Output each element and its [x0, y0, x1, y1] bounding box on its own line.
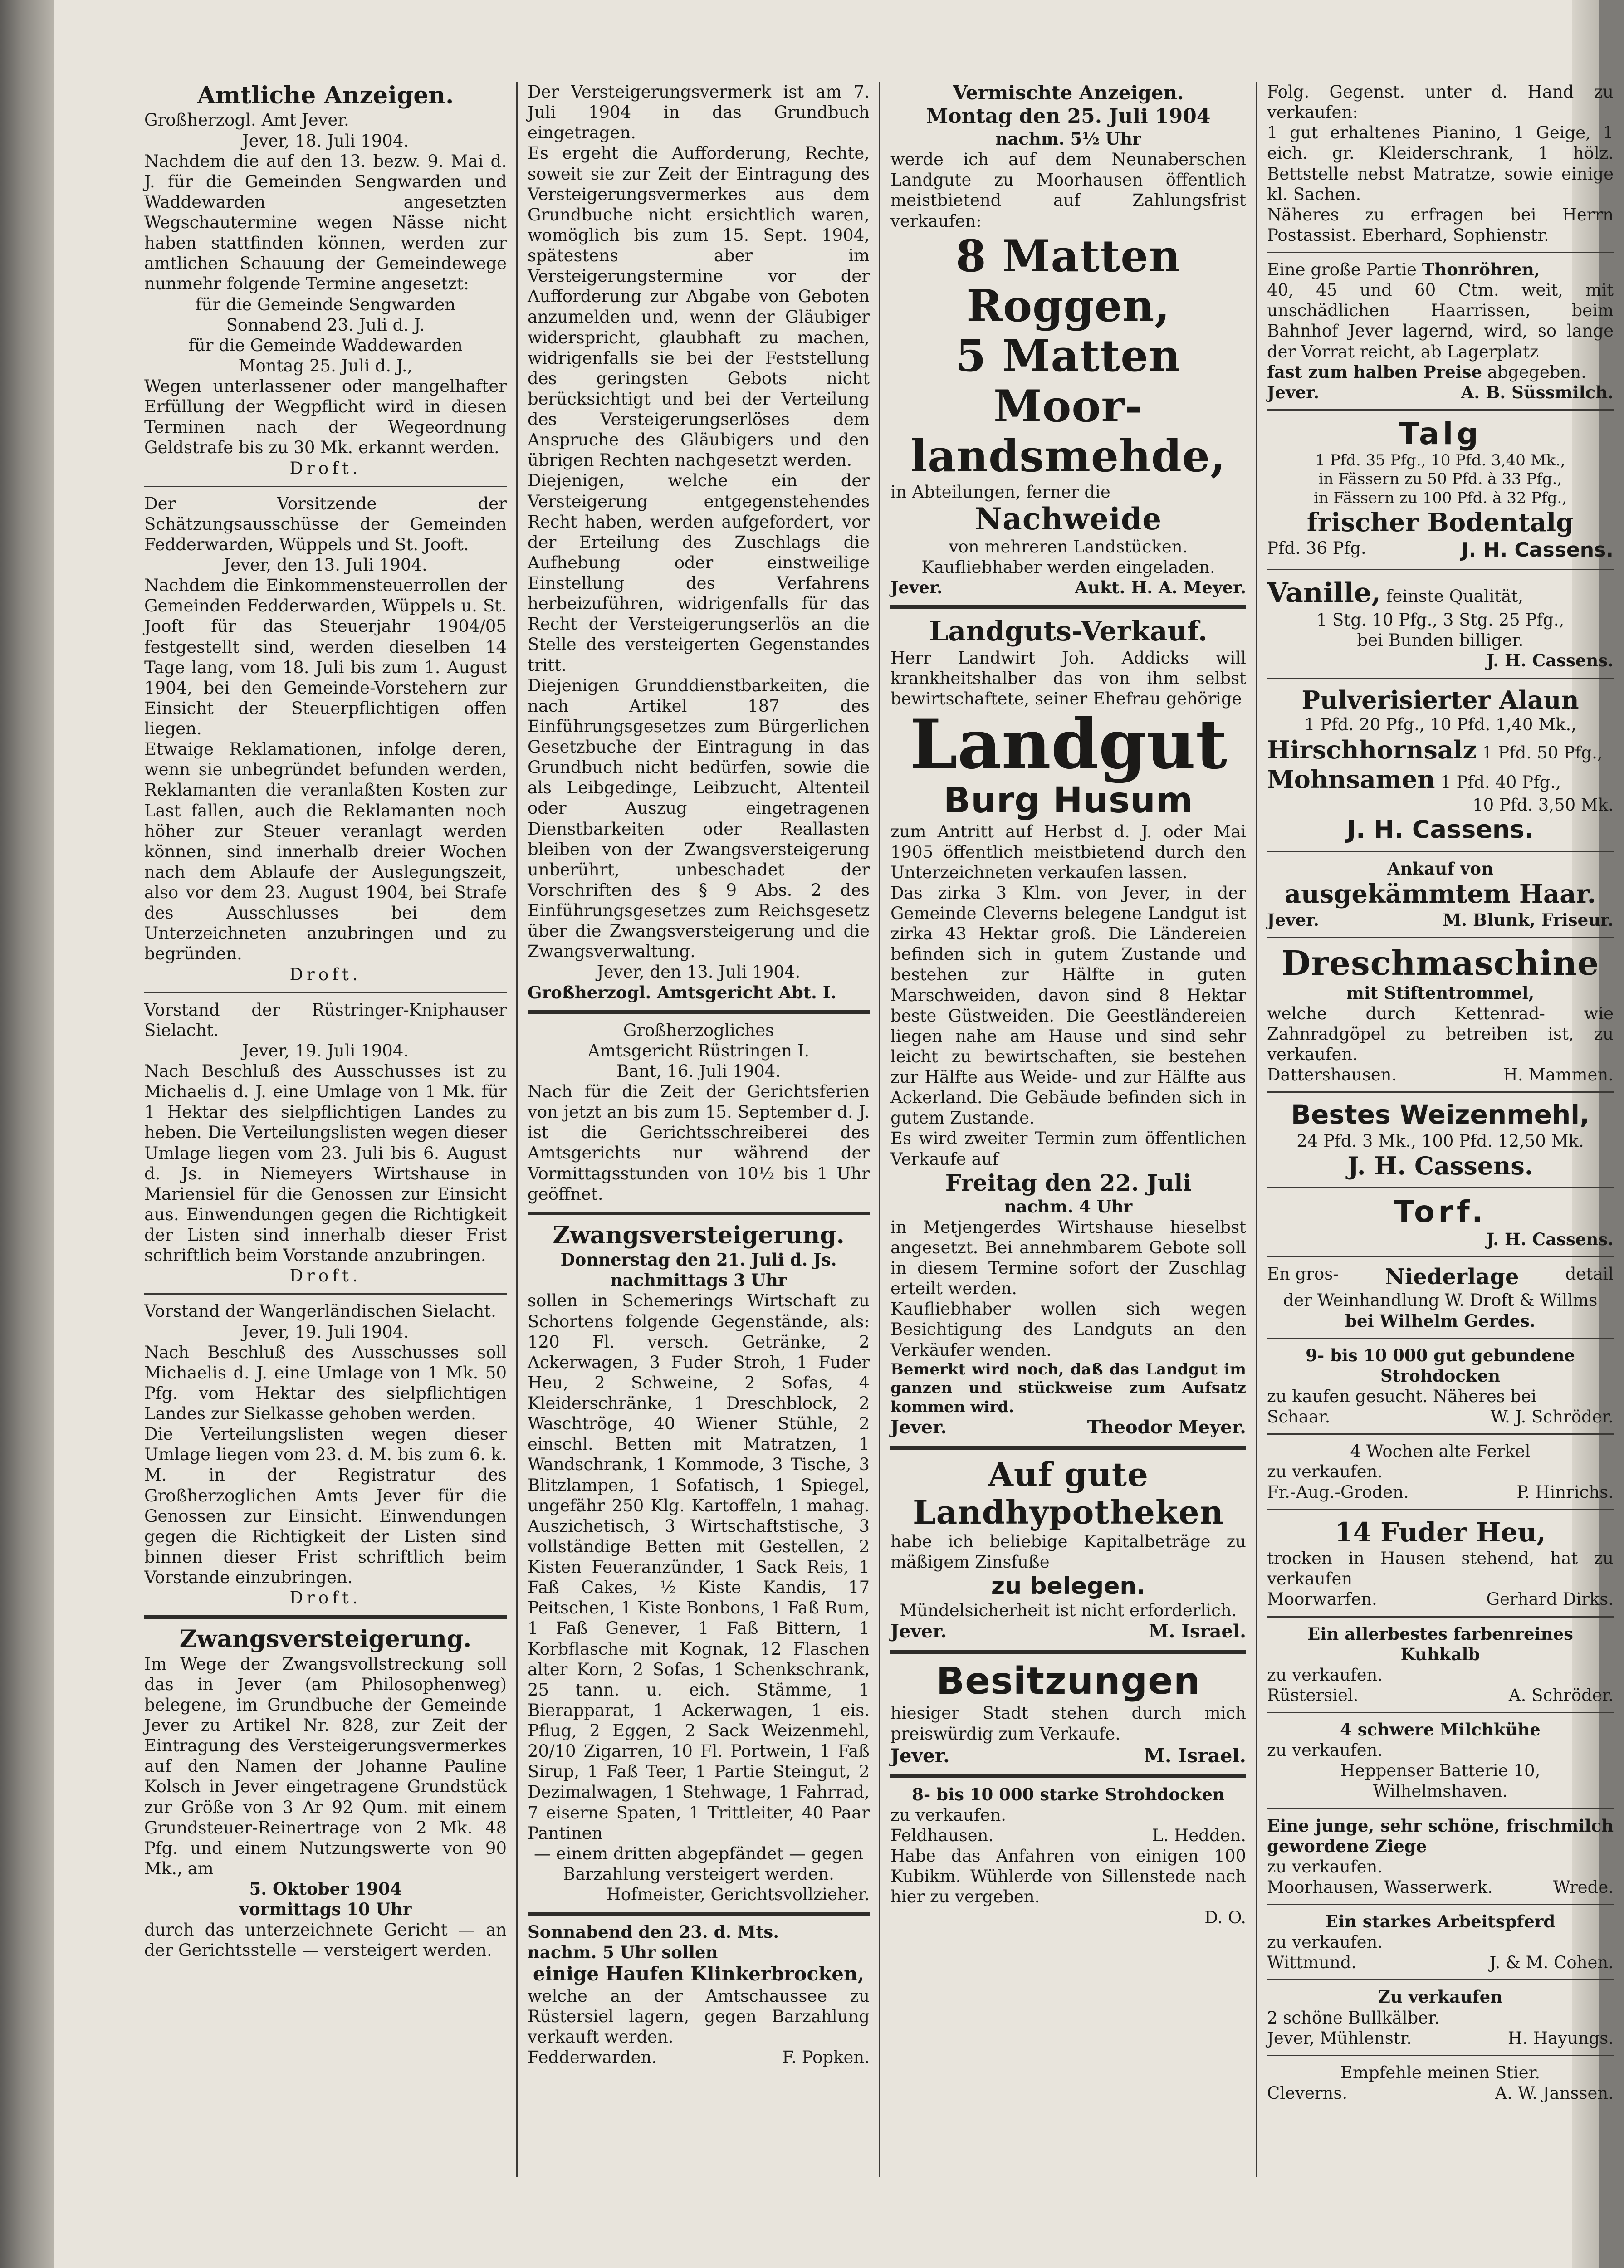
ad-intro: Ankauf von	[1387, 859, 1493, 879]
dateline: Jever, 19. Juli 1904.	[242, 1041, 409, 1061]
auction-date: 5. Oktober 1904	[249, 1879, 402, 1899]
ad-body: Es wird zweiter Termin zum öffentlichen Verkaufe auf	[890, 1129, 1246, 1169]
ad-body: zu verkaufen.	[890, 1805, 1007, 1825]
signature-name: W. J. Schröder.	[1490, 1407, 1614, 1427]
column-rule	[879, 82, 880, 2177]
ad-heading: 14 Fuder Heu,	[1335, 1516, 1546, 1548]
signature-row	[1267, 2083, 1614, 2103]
signature-name: A. W. Janssen.	[1495, 2083, 1614, 2103]
divider	[890, 605, 1246, 609]
signature: Großherzogl. Amtsgericht Abt. I.	[528, 982, 836, 1002]
price-line: 1 Pfd. 35 Pfg., 10 Pfd. 3,40 Mk.,	[1315, 451, 1565, 469]
dateline: Jever, den 13. Juli 1904.	[597, 962, 801, 982]
ad-body: bei Wilhelm Gerdes.	[1345, 1310, 1536, 1331]
ad-body: Mündelsicherheit ist nicht erforderlich.	[900, 1601, 1237, 1621]
notice-body: Es ergeht die Aufforderung, Rechte, soweit sie zur Zeit der Eintragung des Versteigerungsvermerkes aus dem Grundbuche nicht ersichtlich waren, womöglich bis zum 15. Sept. 1904, spätestens aber im Versteigerungstermine vor der Aufforderung zur Abgabe von Geboten anzumelden und, wenn der Gläubiger widerspricht, glaubhaft zu machen, widrigenfalls sie bei der Feststellung des geringsten Gebots nicht berücksichtigt und bei der Verteilung des Versteigerungserlöses dem Anspruche des Gläubigers und den übrigen Rechten nachgesetzt werden.	[528, 143, 870, 470]
ad-body: in Metjengerdes Wirtshause hieselbst angesetzt. Bei annehmbarem Gebote soll in diesem Termine sofort der Zuschlag erteilt werden.	[890, 1217, 1246, 1299]
authority: Großherzogliches	[623, 1020, 774, 1040]
signature-place: Cleverns.	[1267, 2083, 1348, 2103]
ad-body: zu kaufen gesucht. Näheres bei	[1267, 1386, 1536, 1406]
scan-edge	[0, 0, 54, 2268]
notice-body: Nach Beschluß des Ausschusses soll Michaelis d. J. eine Umlage von 1 Mk. 50 Pfg. vom Hektar des sielpflichtigen Landes zur Sielkasse gehoben werden.	[144, 1342, 507, 1424]
ad-body: in Abteilungen, ferner die	[890, 482, 1110, 502]
ad-niederlage	[1267, 1264, 1614, 1331]
divider	[144, 486, 507, 487]
ad-body: zu verkaufen.	[1267, 1932, 1383, 1952]
ad-pianino	[1267, 82, 1614, 245]
notice-klinkerbrocken	[528, 1922, 870, 2068]
divider	[1267, 1433, 1614, 1435]
newspaper-page	[54, 0, 1614, 2268]
signature-row	[1267, 1952, 1614, 1973]
ad-body	[1267, 259, 1614, 280]
notice-body: Wegen unterlassener oder mangelhafter Erfüllung der Wegpflicht wird in diesen Terminen nach der Wegeordnung Geldstrafe bis zu 30 Mk. erkannt werden.	[144, 376, 507, 458]
auction-time: nachm. 5½ Uhr	[995, 129, 1141, 149]
ad-strohdocken-gesucht	[1267, 1345, 1614, 1427]
signature-name: Gerhard Dirks.	[1486, 1589, 1614, 1609]
auction-date: Freitag den 22. Juli	[945, 1169, 1192, 1196]
signature-row	[1267, 1065, 1614, 1085]
divider	[1267, 851, 1614, 852]
notice-zwangsversteigerung-schortens	[528, 1222, 870, 1905]
notice-body: Die Verteilungslisten wegen dieser Umlage liegen vom 23. d. M. bis zum 6. k. M. in der Registratur des Großherzoglichen Amts Jever für die Genossen zur Einsicht. Einwendungen gegen die Richtigkeit der Listen sind binnen dieser Frist schriftlich beim Vorstande einzubringen.	[144, 1424, 507, 1588]
dateline: Bant, 16. Juli 1904.	[616, 1061, 781, 1081]
price-line: 1 Stg. 10 Pfg., 3 Stg. 25 Pfg.,	[1316, 610, 1565, 630]
ad-milchkuehe	[1267, 1720, 1614, 1802]
signature-row	[1267, 2028, 1614, 2048]
notice-body: welche an der Amtschaussee zu Rüstersiel lagern, gegen Barzahlung verkauft werden.	[528, 1986, 870, 2047]
ad-haar	[1267, 859, 1614, 930]
signature-place: Moorwarfen.	[1267, 1589, 1377, 1609]
ad-heading: Eine junge, sehr schöne, frischmilch gewordene Ziege	[1267, 1815, 1614, 1856]
ad-thonroehren	[1267, 259, 1614, 403]
section-heading: Talg	[1399, 416, 1482, 451]
notice-line: Montag 25. Juli d. J.,	[238, 356, 413, 376]
ad-ferkel	[1267, 1441, 1614, 1502]
signature-name: L. Hedden.	[1152, 1826, 1246, 1846]
ad-emph: Thonröhren,	[1422, 259, 1540, 279]
authority: Amtsgericht Rüstringen I.	[587, 1041, 810, 1061]
signature-row	[890, 1621, 1246, 1643]
notice-versteigerungsvermerk	[528, 82, 870, 1003]
auction-time: vormittags 10 Uhr	[239, 1899, 412, 1920]
notice-body: Diejenigen Grunddienstbarkeiten, die nach Artikel 187 des Einführungsgesetzes zum Bürgerlichen Gesetzbuche der Eintragung in das Grundbuch nicht bedürfen, sowie die als Leibgedinge, Leibzucht, Altenteil oder Auszug eingetragenen Dienstbarkeiten oder Reallasten bleiben von der Zwangsversteigerung unberührt, unbeschadet der Vorschriften des § 9 Abs. 2 des Einführungsgesetzes zum Reichsgesetz über die Zwangsversteigerung und die Zwangsverwaltung.	[528, 675, 870, 962]
ad-prefix: En gros-	[1267, 1264, 1339, 1284]
notice-body: Nachdem die auf den 13. bezw. 9. Mai d. J. für die Gemeinden Sengwarden und Waddewarden angesetzten Wegschautermine wegen Nässe nicht haben stattfinden können, werden zur amtlichen Schauung der Gemeindewege nunmehr folgende Termine angesetzt:	[144, 151, 507, 294]
signature-row	[1267, 382, 1614, 403]
ad-body: Habe das Anfahren von einigen 100 Kubikm. Wühlerde von Sillenstede nach hier zu vergeben.	[890, 1846, 1246, 1907]
ad-note: Bemerkt wird noch, daß das Landgut im ganzen und stückweise zum Aufsatz kommen wird.	[890, 1360, 1246, 1416]
headline-row	[1267, 1264, 1614, 1290]
divider	[890, 1774, 1246, 1778]
signature-row	[890, 1825, 1246, 1846]
notice-zwangsversteigerung	[144, 1625, 507, 1960]
signature-place: Dattershausen.	[1267, 1065, 1397, 1085]
notice-body: — einem dritten abgepfändet — gegen Barzahlung versteigert werden.	[533, 1843, 864, 1884]
ad-emph: fast zum halben Preise	[1267, 362, 1482, 382]
ad-heading: Bestes Weizenmehl,	[1291, 1099, 1590, 1130]
notice-body: Etwaige Reklamationen, infolge deren, wenn sie unbegründet befunden werden, Reklamanten die veranlaßten Kosten zur Last fallen, auch die Reklamanten noch höher zur Steuer veranlagt werden können, sind innerhalb dreier Wochen nach dem Ablaufe der Auslegungszeit, also vor dem 23. August 1904, bei Strafe des Ausschlusses bei dem Unterzeichneten anzubringen und zu begründen.	[144, 739, 507, 964]
ad-body-end: abgegeben.	[1487, 362, 1586, 382]
signature-row	[890, 1744, 1246, 1767]
section-heading: Auf gute	[988, 1455, 1149, 1494]
divider	[1267, 1187, 1614, 1188]
notice-body: Diejenigen, welche ein der Versteigerung entgegenstehendes Recht haben, werden aufgefordert, vor der Erteilung des Zuschlags die Aufhebung oder einstweilige Einstellung des Verfahrens herbeizuführen, widrigenfalls für das Recht der Versteigerungserlös an die Stelle des versteigerten Gegenstandes tritt.	[528, 471, 870, 675]
divider	[1267, 1338, 1614, 1339]
dateline: Jever, 18. Juli 1904.	[242, 131, 409, 151]
ad-body: Kaufliebhaber wollen sich wegen Besichtigung des Landguts an den Verkäufer wenden.	[890, 1299, 1246, 1360]
ad-heading: Torf.	[1394, 1194, 1487, 1229]
auction-date: Montag den 25. Juli 1904	[926, 105, 1211, 128]
signature-row	[1267, 1407, 1614, 1427]
divider	[1267, 569, 1614, 570]
ad-body: zu verkaufen.	[1267, 1740, 1383, 1760]
ad-body: Näheres zu erfragen bei Herrn Postassist. Eberhard, Sophienstr.	[1267, 205, 1614, 245]
ad-body: zu verkaufen.	[1267, 1857, 1383, 1877]
ad-roggen	[890, 82, 1246, 598]
ad-big-text: Landgut	[910, 704, 1227, 785]
divider	[1267, 1979, 1614, 1980]
signature-name: A. B. Süssmilch.	[1461, 382, 1614, 402]
signature: Droft.	[289, 964, 362, 984]
signature-name: M. Blunk, Friseur.	[1443, 909, 1614, 930]
ad-body: 2 schöne Bullkälber.	[1267, 2008, 1440, 2028]
signature-name: Theodor Meyer.	[1087, 1417, 1246, 1438]
ad-body: feinste Qualität,	[1386, 587, 1523, 606]
signature-name: F. Popken.	[782, 2048, 870, 2068]
signature-place: Jever.	[1267, 382, 1320, 402]
ad-ziege	[1267, 1816, 1614, 1898]
notice-steuerrollen	[144, 494, 507, 985]
divider	[1267, 2055, 1614, 2056]
signature: Hofmeister, Gerichtsvollzieher.	[606, 1885, 870, 1905]
columns	[136, 82, 1624, 2177]
signature: Droft.	[289, 1266, 362, 1286]
ad-heading: Ein allerbestes farbenreines Kuhkalb	[1307, 1623, 1573, 1664]
ad-heading: Niederlage	[1385, 1264, 1519, 1290]
signature-row	[890, 1417, 1246, 1439]
notice-line: für die Gemeinde Sengwarden	[195, 294, 456, 314]
ad-body: zu verkaufen.	[1267, 1462, 1383, 1482]
signature-name: H. Mammen.	[1503, 1065, 1614, 1085]
column-4	[1259, 82, 1622, 2177]
ad-landguts-verkauf	[890, 615, 1246, 1439]
auction-date: Sonnabend den 23. d. Mts.	[528, 1922, 779, 1942]
notice-body: Nachdem die Einkommensteuerrollen der Gemeinden Fedderwarden, Wüppels u. St. Jooft für das Steuerjahr 1904/05 festgestellt sind, werden dieselben 14 Tage lang, vom 18. Juli bis zum 1. August 1904, bei den Gemeinde-Vorstehern zur Einsicht der Steuerpflichtigen offen liegen.	[144, 576, 507, 739]
ad-heading: Vanille,	[1267, 577, 1381, 609]
signature-place: Jever.	[890, 1621, 947, 1642]
ad-body: Folg. Gegenst. unter d. Hand zu verkaufen:	[1267, 82, 1614, 122]
signature-place: Fedderwarden.	[528, 2048, 657, 2068]
notice-intro: Vorstand der Wangerländischen Sielacht.	[144, 1301, 496, 1321]
divider	[1267, 252, 1614, 253]
divider	[1267, 1808, 1614, 1809]
price-line: 10 Pfd. 3,50 Mk.	[1472, 795, 1614, 815]
ad-body: hiesiger Stadt stehen durch mich preiswürdig zum Verkaufe.	[890, 1703, 1246, 1744]
ad-big-text: zu belegen.	[991, 1572, 1146, 1600]
ad-big-text: 5 Matten Moor-	[955, 330, 1181, 432]
divider	[1267, 1712, 1614, 1713]
ad-alaun	[1267, 685, 1614, 845]
divider	[1267, 678, 1614, 679]
ad-body: von mehreren Landstücken.	[949, 537, 1188, 557]
section-heading: Landguts-Verkauf.	[929, 616, 1208, 648]
signature-name: A. Schröder.	[1508, 1685, 1614, 1705]
signature: Droft.	[289, 458, 362, 478]
ad-heading: Dreschmaschine	[1281, 943, 1600, 983]
divider	[528, 1212, 870, 1215]
divider	[890, 1650, 1246, 1654]
ad-big-text: Nachweide	[974, 501, 1162, 537]
divider	[144, 1293, 507, 1295]
divider	[1267, 1509, 1614, 1510]
signature-row	[1267, 538, 1614, 562]
signature-name: J. & M. Cohen.	[1489, 1953, 1614, 1973]
ad-body: 40, 45 und 60 Ctm. weit, mit unschädlichen Haarrissen, beim Bahnhof Jever lagernd, wird, so lange der Vorrat reicht, ab Lagerplatz	[1267, 280, 1614, 362]
notice-body: sollen in Schemerings Wirtschaft zu Schortens folgende Gegenstände, als: 120 Fl. versch. Getränke, 2 Ackerwagen, 3 Fuder Stroh, 1 Fuder Heu, 2 Schweine, 2 Sofas, 4 Kleiderschränke, 1 Dreschblock, 2 Waschtröge, 40 Wiener Stühle, 2 einschl. Betten mit Matratzen, 1 Wandschrank, 1 Kommode, 3 Tische, 3 Blitzlampen, 1 Sofatisch, 1 Spiegel, ungefähr 250 Klg. Kartoffeln, 1 mahag. Auszichetisch, 3 Wirtschaftstische, 3 vollständige Betten mit Gestellen, 2 Kisten Feueranzünder, 1 Sack Reis, 1 Faß Cakes, ½ Kiste Kandis, 17 Peitschen, 1 Kiste Bonbons, 1 Faß Rum, 1 Faß Genever, 1 Faß Bittern, 1 Korbflasche mit Kognak, 12 Flaschen alter Korn, 2 Sofas, 1 Schenkschrank, 25 tann. u. eich. Stämme, 1 Bierapparat, 1 Ackerwagen, 1 eis. Pflug, 2 Eggen, 2 Sack Weizenmehl, 20/10 Zigarren, 10 Fl. Portwein, 1 Faß Sirup, 1 Faß Teer, 1 Partie Steingut, 2 Dezimalwagen, 1 Stehwage, 1 Fahrrad, 7 eiserne Spaten, 1 Trittleiter, 40 Paar Pantinen	[528, 1291, 870, 1843]
signature-row	[1267, 1589, 1614, 1609]
section-heading: Landhypotheken	[913, 1492, 1224, 1531]
ad-arbeitspferd	[1267, 1911, 1614, 1973]
section-heading: Zwangsversteigerung.	[553, 1221, 845, 1249]
signature-name: P. Hinrichs.	[1516, 1482, 1614, 1502]
auction-time: nachm. 4 Uhr	[1004, 1196, 1133, 1217]
ad-body: zu verkaufen.	[1267, 1665, 1383, 1685]
signature-row	[890, 577, 1246, 598]
ad-suffix: detail	[1565, 1264, 1614, 1284]
notice-line: für die Gemeinde Waddewarden	[188, 335, 463, 355]
ad-stier	[1267, 2063, 1614, 2103]
column-rule	[1256, 82, 1257, 2177]
notice-body: Nach Beschluß des Ausschusses ist zu Michaelis d. J. eine Umlage von 1 Mk. für 1 Hektar des sielpflichtigen Landes zu heben. Die Verteilungslisten wegen dieser Umlage liegen vom 23. Juli bis 6. August d. Js. in Niemeyers Wirtshause in Mariensiel für die Genossen zur Einsicht aus. Einwendungen gegen die Richtigkeit der Listen sind innerhalb dieser Frist schriftlich beim Vorstande anzubringen.	[144, 1061, 507, 1266]
signature-name: H. Hayungs.	[1507, 2028, 1614, 2048]
price-line: bei Bunden billiger.	[1357, 631, 1524, 650]
ad-landhypotheken	[890, 1456, 1246, 1643]
column-2	[519, 82, 878, 2177]
ad-body: der Weinhandlung W. Droft & Willms	[1283, 1290, 1598, 1310]
ad-body: Heppenser Batterie 10,	[1340, 1761, 1541, 1781]
divider	[1267, 1091, 1614, 1093]
auction-date: Donnerstag den 21. Juli d. Js.	[560, 1250, 837, 1270]
price-line: in Fässern zu 100 Pfd. à 32 Pfg.,	[1313, 489, 1567, 507]
ad-body: werde ich auf dem Neunaberschen Landgute zu Moorhausen öffentlich meistbietend auf Zahlungsfrist verkaufen:	[890, 150, 1246, 231]
signature-place: Jever, Mühlenstr.	[1267, 2028, 1412, 2048]
ad-body: trocken in Hausen stehend, hat zu verkaufen	[1267, 1549, 1614, 1589]
ad-item: Hirschhornsalz	[1267, 735, 1477, 764]
notice-gerichtsferien	[528, 1020, 870, 1204]
signature-place: Moorhausen, Wasserwerk.	[1267, 1877, 1493, 1897]
notice-body: durch das unterzeichnete Gericht — an der Gerichtsstelle — versteigert werden.	[144, 1920, 507, 1960]
divider	[528, 1912, 870, 1916]
signature-place: Rüstersiel.	[1267, 1685, 1359, 1705]
price-line: in Fässern zu 50 Pfd. à 33 Pfg.,	[1318, 470, 1562, 489]
auction-time: nachmittags 3 Uhr	[610, 1270, 787, 1290]
section-heading: Amtliche Anzeigen.	[197, 82, 454, 109]
notice-intro: Vorstand der Rüstringer-Kniphauser Sielacht.	[144, 1000, 507, 1040]
notice-ruestringer-sielacht	[144, 1000, 507, 1286]
signature-place: Jever.	[890, 577, 943, 597]
price-line: 1 Pfd. 50 Pfg.,	[1482, 743, 1603, 763]
ad-weizenmehl	[1267, 1099, 1614, 1181]
signature-place: Feldhausen.	[890, 1826, 994, 1846]
ad-dreschmaschine	[1267, 944, 1614, 1085]
signature-name: M. Israel.	[1144, 1744, 1246, 1767]
signature-place: Wittmund.	[1267, 1953, 1357, 1973]
ad-heading: Ein starkes Arbeitspferd	[1325, 1911, 1556, 1932]
ad-heading: 8- bis 10 000 starke Strohdocken	[912, 1784, 1225, 1804]
notice-body: Der Versteigerungsvermerk ist am 7. Juli 1904 in das Grundbuch eingetragen.	[528, 82, 870, 143]
divider	[528, 1010, 870, 1014]
signature: J. H. Cassens.	[1347, 1151, 1533, 1181]
ad-body: Empfehle meinen Stier.	[1340, 2063, 1541, 2082]
ad-torf	[1267, 1195, 1614, 1250]
signature-name: M. Israel.	[1149, 1621, 1246, 1642]
signature: J. H. Cassens.	[1347, 815, 1534, 844]
ad-sub: mit Stiftentrommel,	[1346, 982, 1535, 1003]
ad-heading: 4 schwere Milchkühe	[1340, 1720, 1541, 1740]
signature-name: Aukt. H. A. Meyer.	[1075, 577, 1246, 597]
ad-big-text: Burg Husum	[943, 780, 1194, 821]
signature-name: J. H. Cassens.	[1461, 538, 1614, 562]
ad-big-text: landsmehde,	[910, 430, 1226, 482]
price-line: 1 Pfd. 40 Pfg.,	[1440, 772, 1561, 792]
section-heading: Zwangsversteigerung.	[179, 1625, 472, 1653]
divider	[1267, 409, 1614, 411]
ad-big-text: 8 Matten Roggen,	[955, 230, 1181, 332]
dateline: Jever, den 13. Juli 1904.	[224, 555, 427, 575]
ad-besitzungen	[890, 1660, 1246, 1767]
ad-heading: Pulverisierter Alaun	[1301, 685, 1579, 714]
authority: Großherzogl. Amt Jever.	[144, 110, 349, 130]
signature: D. O.	[1204, 1907, 1246, 1927]
signature-row	[1267, 1482, 1614, 1502]
signature-row	[528, 2047, 870, 2068]
ad-body: Wilhelmshaven.	[1373, 1781, 1508, 1801]
section-heading: Vermischte Anzeigen.	[953, 82, 1184, 104]
signature-place: Jever.	[890, 1744, 950, 1767]
signature-name: Wrede.	[1553, 1877, 1614, 1897]
ad-body	[1267, 362, 1614, 382]
divider	[890, 1446, 1246, 1450]
notice-line: Sonnabend 23. Juli d. J.	[226, 315, 425, 335]
signature-place: Jever.	[1267, 909, 1320, 930]
signature-row	[1267, 1877, 1614, 1897]
ad-body: Kaufliebhaber werden eingeladen.	[921, 557, 1215, 577]
signature-row	[1267, 1685, 1614, 1706]
signature-place: Schaar.	[1267, 1407, 1331, 1427]
column-rule	[516, 82, 518, 2177]
ad-talg	[1267, 417, 1614, 562]
ad-big-text: frischer Bodentalg	[1306, 508, 1574, 538]
ad-vanille	[1267, 577, 1614, 671]
ad-body: habe ich beliebige Kapitalbeträge zu mäßigem Zinsfuße	[890, 1531, 1246, 1572]
notice-wangerland-sielacht	[144, 1301, 507, 1608]
divider	[144, 1615, 507, 1619]
ad-heading: Zu verkaufen	[1378, 1987, 1503, 2007]
notice-body: Nach für die Zeit der Gerichtsferien von jetzt an bis zum 15. September d. J. ist die Gerichtsschreiberei des Amtsgerichts nur während der Vormittagsstunden von 10½ bis 1 Uhr geöffnet.	[528, 1082, 870, 1204]
divider	[1267, 1256, 1614, 1257]
ad-heu	[1267, 1517, 1614, 1610]
auction-time: nachm. 5 Uhr sollen	[528, 1942, 718, 1963]
ad-bullkaelber	[1267, 1987, 1614, 2048]
divider	[1267, 1904, 1614, 1905]
notice-wegschau	[144, 82, 507, 479]
ad-body: 1 gut erhaltenes Pianino, 1 Geige, 1 eich. gr. Kleiderschrank, 1 hölz. Bettstelle nebst Matratze, sowie einige kl. Sachen.	[1267, 123, 1614, 204]
ad-intro: Eine große Partie	[1267, 260, 1417, 279]
divider	[1267, 1616, 1614, 1618]
signature-row	[1267, 910, 1614, 930]
ad-strohdocken	[890, 1784, 1246, 1928]
price-line: Pfd. 36 Pfg.	[1267, 538, 1366, 558]
price-line: 1 Pfd. 20 Pfg., 10 Pfd. 1,40 Mk.,	[1304, 715, 1577, 735]
column-3	[882, 82, 1254, 2177]
ad-kuhkalb	[1267, 1624, 1614, 1706]
ad-heading: ausgekämmtem Haar.	[1284, 879, 1596, 909]
signature: J. H. Cassens.	[1486, 1229, 1614, 1249]
ad-body: Herr Landwirt Joh. Addicks will krankheitshalber das von ihm selbst bewirtschaftete, seiner Ehefrau gehörige	[890, 648, 1246, 709]
column-1	[136, 82, 515, 2177]
ad-body: Das zirka 3 Klm. von Jever, in der Gemeinde Cleverns belegene Landgut ist zirka 43 Hektar groß. Die Ländereien befinden sich in gutem Zustande und bestehen zur Hälfte in guten Marschweiden, davon sind 8 Hektar beste Güstweiden. Die Geestländereien liegen nahe am Hause und sind sehr leicht zu bewirtschaften, sie bestehen zur Hälfte aus Weide- und zur Hälfte aus Ackerland. Die Gebäude befinden sich in gutem Zustande.	[890, 883, 1246, 1128]
notice-intro: Der Vorsitzende der Schätzungsausschüsse der Gemeinden Fedderwarden, Wüppels und St. Jooft.	[144, 494, 507, 554]
divider	[144, 992, 507, 993]
notice-body: Im Wege der Zwangsvollstreckung soll das in Jever (am Philosophenweg) belegene, im Grundbuche der Gemeinde Jever zu Artikel Nr. 828, zur Zeit der Eintragung des Versteigerungsvermerkes auf den Namen der Johanne Pauline Kolsch in Jever eingetragene Grundstück zur Größe von 3 Ar 92 Qum. mit einem Grundsteuer-Reinertrage von 2 Mk. 48 Pfg. und einem Nutzungswerte von 90 Mk., am	[144, 1654, 507, 1878]
ad-heading: 9- bis 10 000 gut gebundene Strohdocken	[1306, 1345, 1575, 1386]
ad-item: Mohnsamen	[1267, 765, 1435, 794]
ad-body: welche durch Kettenrad- wie Zahnradgöpel zu betreiben ist, zu verkaufen.	[1267, 1003, 1614, 1065]
price-line: 24 Pfd. 3 Mk., 100 Pfd. 12,50 Mk.	[1296, 1131, 1584, 1151]
section-heading: Besitzungen	[936, 1660, 1201, 1703]
signature: J. H. Cassens.	[1486, 650, 1614, 671]
signature: Droft.	[289, 1588, 362, 1608]
signature-place: Fr.-Aug.-Groden.	[1267, 1482, 1409, 1502]
ad-heading: 4 Wochen alte Ferkel	[1350, 1442, 1531, 1461]
ad-heading: einige Haufen Klinkerbrocken,	[533, 1963, 865, 1985]
ad-body: zum Antritt auf Herbst d. J. oder Mai 1905 öffentlich meistbietend durch den Unterzeichneten verkaufen lassen.	[890, 821, 1246, 882]
divider	[1267, 937, 1614, 938]
signature-place: Jever.	[890, 1417, 947, 1438]
dateline: Jever, 19. Juli 1904.	[242, 1322, 409, 1342]
